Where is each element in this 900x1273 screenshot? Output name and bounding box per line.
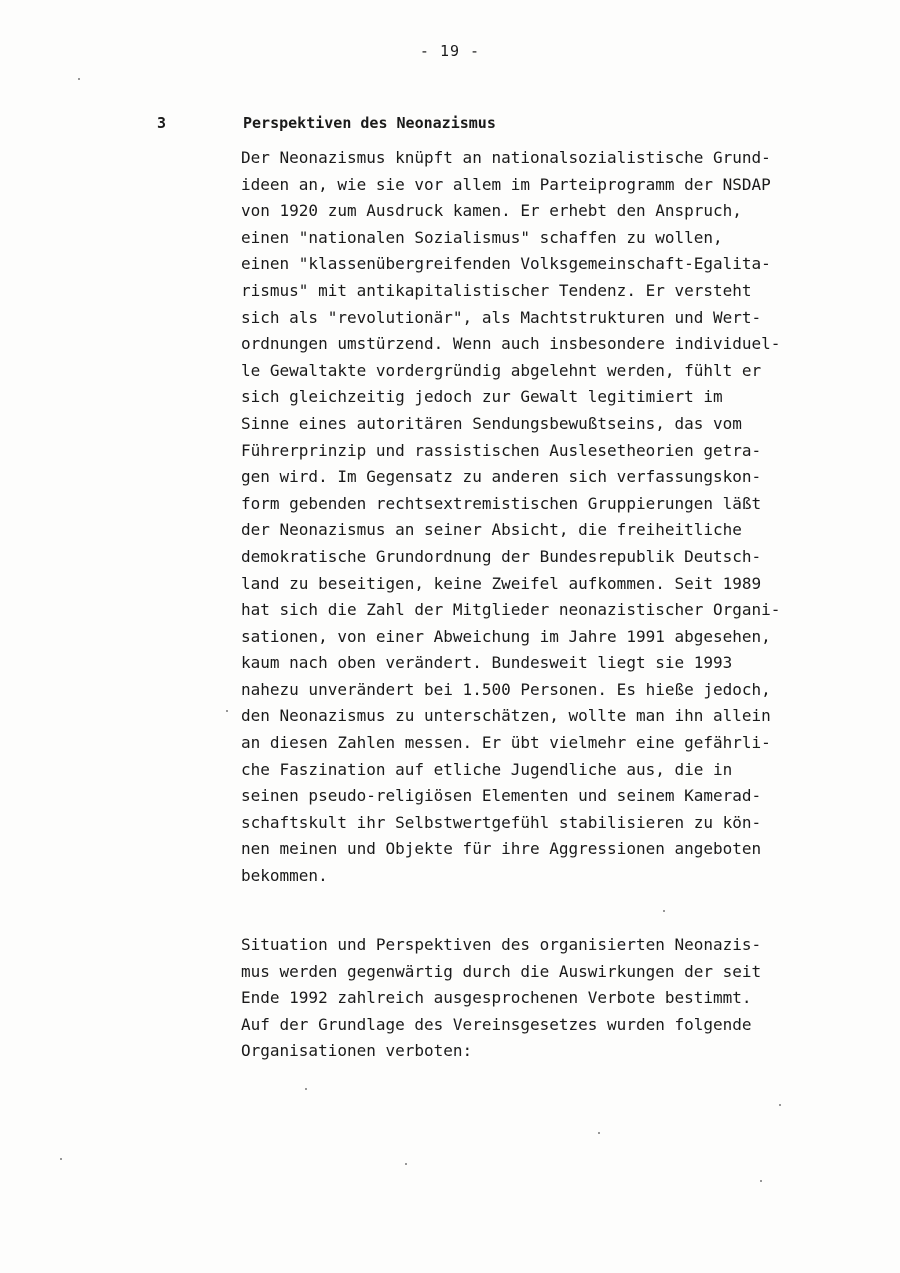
text-line: nen meinen und Objekte für ihre Aggressionen angeboten: [241, 839, 762, 859]
section-number: 3: [157, 114, 167, 132]
text-line: sich als "revolutionär", als Machtstrukturen und Wert-: [241, 307, 762, 327]
text-line: Ende 1992 zahlreich ausgesprochenen Verbote bestimmt.: [241, 988, 752, 1008]
scan-speck: [598, 1132, 600, 1134]
text-line: schaftskult ihr Selbstwertgefühl stabilisieren zu kön-: [241, 812, 762, 832]
text-line: sich gleichzeitig jedoch zur Gewalt legitimiert im: [241, 387, 723, 407]
text-line: gen wird. Im Gegensatz zu anderen sich verfassungskon-: [241, 467, 762, 487]
section-title: Perspektiven des Neonazismus: [243, 114, 496, 132]
scan-speck: [405, 1163, 407, 1165]
text-line: bekommen.: [241, 866, 328, 886]
text-line: Organisationen verboten:: [241, 1041, 473, 1061]
text-line: land zu beseitigen, keine Zweifel aufkommen. Seit 1989: [241, 573, 762, 593]
text-line: ideen an, wie sie vor allem im Parteiprogramm der NSDAP: [241, 174, 771, 194]
text-line: demokratische Grundordnung der Bundesrepublik Deutsch-: [241, 546, 762, 566]
text-line: nahezu unverändert bei 1.500 Personen. Es hieße jedoch,: [241, 679, 771, 699]
scan-speck: [226, 710, 228, 712]
text-line: rismus" mit antikapitalistischer Tendenz. Er versteht: [241, 280, 752, 300]
text-line: hat sich die Zahl der Mitglieder neonazistischer Organi-: [241, 600, 781, 620]
text-line: form gebenden rechtsextremistischen Gruppierungen läßt: [241, 493, 762, 513]
page-number: - 19 -: [419, 42, 481, 60]
text-line: sationen, von einer Abweichung im Jahre 1991 abgesehen,: [241, 626, 771, 646]
text-line: Führerprinzip und rassistischen Auslesetheorien getra-: [241, 440, 762, 460]
scan-speck: [760, 1180, 762, 1182]
paragraph-1: [241, 145, 881, 890]
text-line: den Neonazismus zu unterschätzen, wollte man ihn allein: [241, 706, 771, 726]
scan-speck: [305, 1088, 307, 1090]
text-line: ordnungen umstürzend. Wenn auch insbesondere individuel-: [241, 334, 781, 354]
text-line: Der Neonazismus knüpft an nationalsozialistische Grund-: [241, 148, 771, 167]
scan-speck: [60, 1158, 62, 1160]
text-line: le Gewaltakte vordergründig abgelehnt werden, fühlt er: [241, 360, 762, 380]
scan-speck: [663, 910, 665, 912]
text-line: einen "nationalen Sozialismus" schaffen zu wollen,: [241, 227, 723, 247]
text-line: seinen pseudo-religiösen Elementen und seinem Kamerad-: [241, 786, 762, 806]
text-line: an diesen Zahlen messen. Er übt vielmehr eine gefährli-: [241, 733, 771, 753]
text-line: Situation und Perspektiven des organisierten Neonazis-: [241, 935, 762, 954]
text-line: Sinne eines autoritären Sendungsbewußtseins, das vom: [241, 413, 742, 433]
text-line: kaum nach oben verändert. Bundesweit liegt sie 1993: [241, 653, 733, 673]
scan-speck: [78, 78, 80, 80]
text-line: mus werden gegenwärtig durch die Auswirkungen der seit: [241, 961, 762, 981]
text-line: einen "klassenübergreifenden Volksgemeinschaft-Egalita-: [241, 254, 771, 274]
scan-speck: [779, 1104, 781, 1106]
paragraph-2: [241, 932, 881, 1065]
text-line: che Faszination auf etliche Jugendliche aus, die in: [241, 759, 733, 779]
text-line: Auf der Grundlage des Vereinsgesetzes wurden folgende: [241, 1014, 752, 1034]
text-line: der Neonazismus an seiner Absicht, die freiheitliche: [241, 520, 742, 540]
text-line: von 1920 zum Ausdruck kamen. Er erhebt den Anspruch,: [241, 201, 742, 221]
